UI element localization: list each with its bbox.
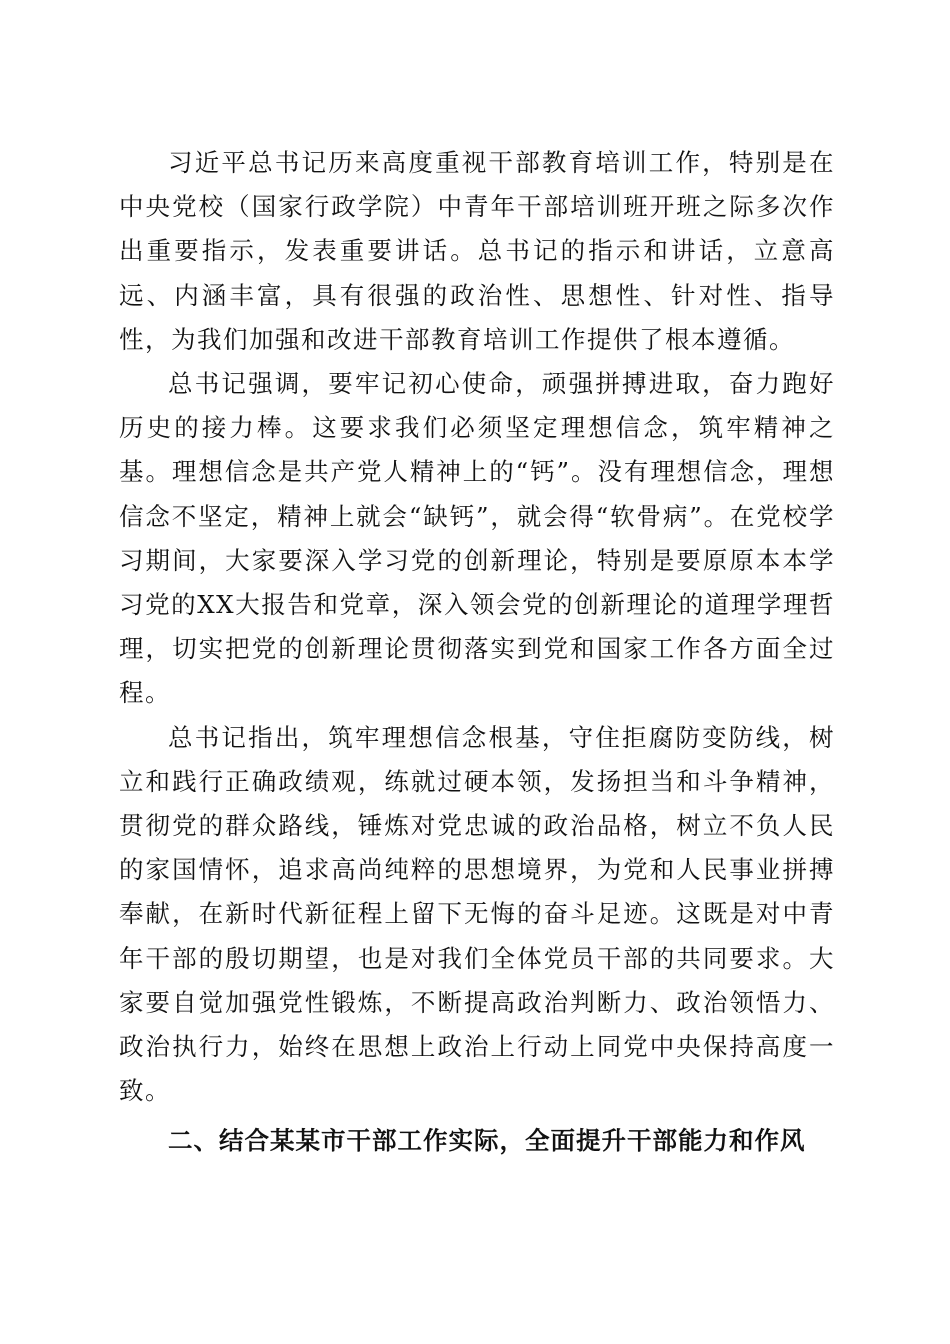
section-heading: 二、结合某某市干部工作实际，全面提升干部能力和作风 [168,1126,806,1156]
document-body [119,141,835,1163]
body-paragraph-1: 习近平总书记历来高度重视干部教育培训工作，特别是在中央党校（国家行政学院）中青年干部培训班开班之际多次作出重要指示，发表重要讲话。总书记的指示和讲话，立意高远、内涵丰富，具有很强的政治性、思想性、针对性、指导性，为我们加强和改进干部教育培训工作提供了根本遵循。 [119,148,835,354]
body-paragraph-3: 总书记指出，筑牢理想信念根基，守住拒腐防变防线，树立和践行正确政绩观，练就过硬本领，发扬担当和斗争精神，贯彻党的群众路线，锤炼对党忠诚的政治品格，树立不负人民的家国情怀，追求高尚纯粹的思想境界，为党和人民事业拼搏奉献，在新时代新征程上留下无悔的奋斗足迹。这既是对中青年干部的殷切期望，也是对我们全体党员干部的共同要求。大家要自觉加强党性锻炼，不断提高政治判断力、政治领悟力、政治执行力，始终在思想上政治上行动上同党中央保持高度一致。 [119,722,835,1106]
body-paragraph-2: 总书记强调，要牢记初心使命，顽强拼搏进取，奋力跑好历史的接力棒。这要求我们必须坚定理想信念，筑牢精神之基。理想信念是共产党人精神上的“钙”。没有理想信念，理想信念不坚定，精神上就会“缺钙”，就会得“软骨病”。在党校学习期间，大家要深入学习党的创新理论，特别是要原原本本学习党的XX大报告和党章，深入领会党的创新理论的道理学理哲理，切实把党的创新理论贯彻落实到党和国家工作各方面全过程。 [119,369,835,708]
